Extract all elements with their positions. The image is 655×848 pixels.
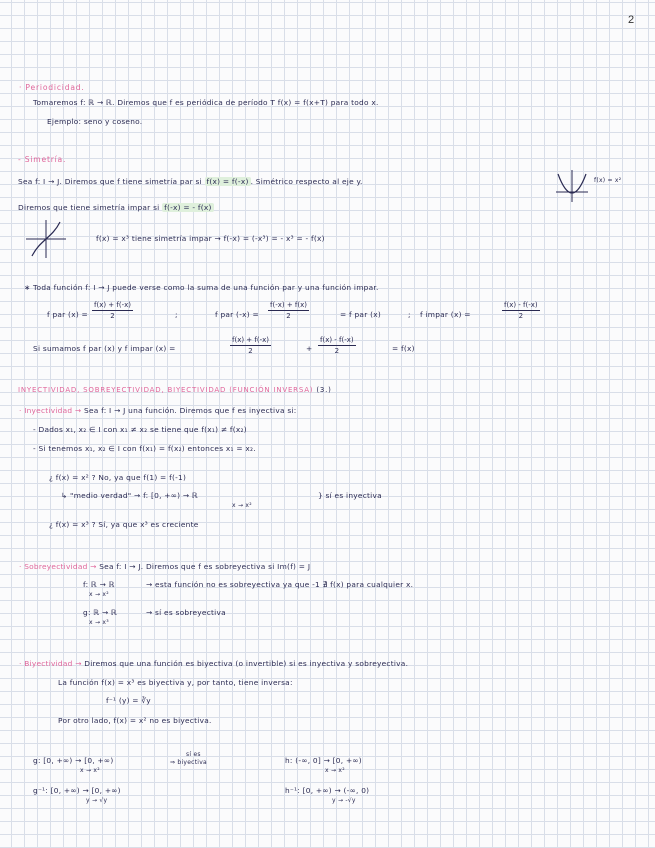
even-odd-decomposition: ∗ Toda función f: I → J puede verse como la suma de una función par y una función impar.: [24, 283, 379, 292]
even-symmetry-text-b: . Simétrico respecto al eje y.: [250, 177, 363, 186]
sum-plus: +: [306, 344, 313, 353]
square-not-bijective: Por otro lado, f(x) = x² no es biyectiva.: [58, 716, 212, 725]
fimpar-fraction: [502, 301, 540, 320]
restriction-conclusion: } sí es inyectiva: [318, 491, 382, 500]
cubic-inverse-note: La función f(x) = x³ es biyectiva y, por tanto, tiene inversa:: [58, 678, 293, 687]
fpar-fraction: [92, 301, 133, 320]
fpar-denominator: 2: [110, 312, 115, 320]
surj-example-1-map: f: ℝ → ℝ: [83, 580, 115, 589]
question-x-cubed: ¿ f(x) = x³ ? Sí, ya que x³ es creciente: [49, 520, 199, 529]
heading-periodicidad: · Periodicidad.: [19, 83, 85, 92]
heading-biyectividad: · Biyectividad →: [19, 659, 82, 668]
restriction-note: ↳ "medio verdad" → f: [0, +∞) → ℝ: [61, 491, 199, 500]
odd-symmetry-line: [18, 203, 214, 212]
sum-numerator-2: f(x) - f(-x): [320, 336, 354, 344]
h-map: h: (-∞, 0] → [0, +∞): [285, 756, 362, 765]
fpar-neg-fraction: [268, 301, 309, 320]
sum-numerator-1: f(x) + f(-x): [232, 336, 269, 344]
separator-semicolon-2: ;: [408, 310, 411, 319]
section-title: [18, 386, 332, 394]
even-symmetry-condition: f(x) = f(-x): [206, 177, 249, 186]
sum-fraction-1: [230, 336, 271, 355]
fpar-lhs: f par (x) =: [47, 310, 88, 319]
parabola-label: f(x) = x²: [594, 177, 622, 184]
g-bijective-note-2: ⇒ biyectiva: [170, 759, 207, 766]
periodicity-example: Ejemplo: seno y coseno.: [47, 117, 143, 126]
injectivity-bullet-1: - Dados x₁, x₂ ∈ I con x₁ ≠ x₂ se tiene que f(x₁) ≠ f(x₂): [33, 425, 247, 434]
sum-fraction-2: [318, 336, 356, 355]
injectivity-definition: Sea f: I → J una función. Diremos que f es inyectiva si:: [84, 406, 297, 415]
g-map: g: [0, +∞) → [0, +∞): [33, 756, 114, 765]
fimpar-numerator: f(x) - f(-x): [504, 301, 538, 309]
restriction-map: x → x²: [232, 502, 252, 509]
sum-denominator-1: 2: [248, 347, 253, 355]
h-inverse-map: h⁻¹: [0, +∞) → (-∞, 0): [285, 786, 370, 795]
cubic-graph: [24, 218, 68, 260]
heading-simetria: - Simetría.: [18, 155, 67, 164]
surjectivity-definition: Sea f: I → J. Diremos que f es sobreyectiva si Im(f) = J: [99, 562, 311, 571]
question-x-squared: ¿ f(x) = x² ? No, ya que f(1) = f(-1): [49, 473, 187, 482]
periodicity-definition: Tomaremos f: ℝ → ℝ. Diremos que f es periódica de período T f(x) = f(x+T) para todo x.: [33, 98, 379, 107]
injectivity-bullet-2: - Si tenemos x₁, x₂ ∈ I con f(x₁) = f(x₂) entonces x₁ = x₂.: [33, 444, 256, 453]
bijectivity-definition: Diremos que una función es biyectiva (o invertible) si es inyectiva y sobreyectiva.: [84, 659, 409, 668]
surj-example-2-rule: x → x³: [89, 619, 109, 626]
odd-symmetry-text: Diremos que tiene simetría impar si: [18, 203, 160, 212]
page-number: 2: [628, 14, 635, 26]
h-rule: x → x²: [325, 767, 345, 774]
fimpar-denominator: 2: [518, 312, 524, 320]
sum-denominator-2: 2: [334, 347, 340, 355]
heading-inyectividad: · Inyectividad →: [19, 406, 82, 415]
surj-example-2-note: → sí es sobreyectiva: [146, 608, 226, 617]
section-title-text: INYECTIVIDAD, SOBREYECTIVIDAD, BIYECTIVIDAD (FUNCIÓN INVERSA): [18, 386, 314, 394]
cubic-inverse-formula: f⁻¹ (y) = ∛y: [106, 696, 151, 705]
separator-semicolon-1: ;: [175, 310, 178, 319]
fpar-numerator: f(x) + f(-x): [94, 301, 131, 309]
even-symmetry-line: [18, 177, 363, 186]
fimpar-lhs: f impar (x) =: [420, 310, 471, 319]
g-inverse-map: g⁻¹: [0, +∞) → [0, +∞): [33, 786, 121, 795]
surjectivity-line: [19, 562, 310, 571]
surj-example-1-note: → esta función no es sobreyectiva ya que -1 ∄ f(x) para cualquier x.: [146, 580, 414, 589]
bijectivity-line: [19, 659, 408, 668]
sum-lhs: Si sumamos f par (x) y f impar (x) =: [33, 344, 176, 353]
h-inverse-rule: y → -√y: [332, 797, 356, 804]
injectivity-line: [19, 406, 297, 415]
g-rule: x → x²: [80, 767, 100, 774]
surj-example-1-rule: x → x²: [89, 591, 109, 598]
parabola-graph: [552, 168, 592, 204]
surj-example-2-map: g: ℝ → ℝ: [83, 608, 118, 617]
section-number: (3.): [316, 386, 332, 394]
g-inverse-rule: y → √y: [86, 797, 108, 804]
fpar-neg-rhs: = f par (x): [340, 310, 381, 319]
sum-rhs: = f(x): [392, 344, 415, 353]
cubic-odd-example: f(x) = x³ tiene simetría impar → f(-x) = (-x³) = - x³ = - f(x): [96, 234, 325, 243]
odd-symmetry-condition: f(-x) = - f(x): [164, 203, 212, 212]
fpar-neg-denominator: 2: [286, 312, 291, 320]
g-bijective-note-1: sí es: [186, 751, 201, 758]
fpar-neg-numerator: f(-x) + f(x): [270, 301, 307, 309]
heading-sobreyectividad: · Sobreyectividad →: [19, 562, 97, 571]
fpar-neg-lhs: f par (-x) =: [215, 310, 259, 319]
even-symmetry-text-a: Sea f: I → J. Diremos que f tiene simetría par si: [18, 177, 202, 186]
